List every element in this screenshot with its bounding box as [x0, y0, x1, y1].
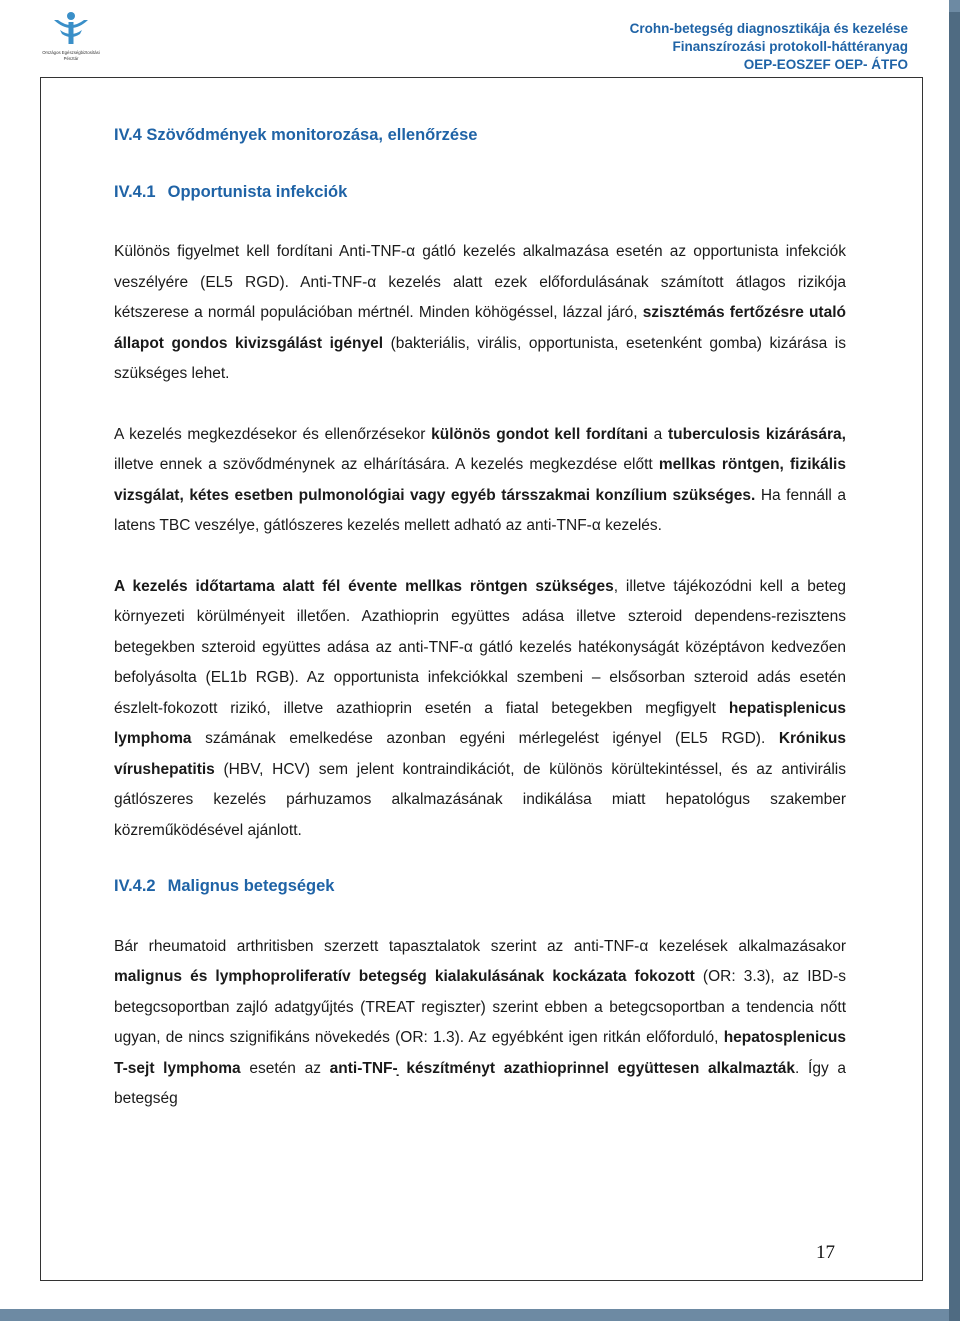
- text-run: (HBV, HCV) sem jelent kontraindikációt, de különös körültekintéssel, és az antivirális gátlószeres kezelés párhuzamos alkalmazásának indikálása miatt hepatológus szakember közreműködésével ajánlott.: [114, 760, 846, 839]
- subsection-label: Opportunista infekciók: [167, 182, 348, 201]
- text-run: (bakteriális, virális, opportunista, esetenként gomba) kizárása is szükséges lehet.: [114, 334, 846, 382]
- bold-run: különös gondot kell fordítani: [431, 425, 648, 443]
- paragraph-infection-risk: [114, 237, 846, 390]
- paragraph-tuberculosis: [114, 420, 846, 542]
- main-content: [114, 120, 846, 1145]
- text-run: esetén az: [240, 1059, 330, 1077]
- text-run: számának emelkedése azonban egyéni mérlegelést igényel (EL5 RGD).: [191, 730, 779, 747]
- text-run: a: [647, 425, 668, 443]
- section-title: IV.4 Szövődmények monitorozása, ellenőrzése: [114, 126, 478, 144]
- oep-logo: [40, 10, 102, 64]
- text-run: , illetve tájékozódni kell a beteg környezeti körülményeit illetően. Azathioprin együttes adása illetve szteroid dependens-rezisztens betegekben szteroid együttes adása az anti-TNF-α gátló kezelés hatékonyságát középtávon kedvezően befolyásolta (EL1b RGB). Az opportunista infekciókkal szembeni – elsősorban szteroid adás esetén észlelt-fokozott rizikó, illetve azathioprin esetén a fiatal betegekben megfigyelt: [114, 577, 846, 717]
- svg-text:Pénztár: Pénztár: [63, 56, 79, 61]
- text-run: A kezelés megkezdésekor és ellenőrzésekor: [114, 425, 432, 443]
- svg-text:Országos Egészségbiztosítási: Országos Egészségbiztosítási: [42, 50, 100, 55]
- bold-run: hepatosplenicus T-sejt lymphoma: [114, 1029, 846, 1077]
- text-run: Különös figyelmet kell fordítani Anti-TNF-α gátló kezelés alkalmazása esetén az opportunista infekciók veszélyére (EL5 RGD). Anti-TNF-α kezelés alatt ezek előfordulásának számított átlagos rizikója kétszerese a normál populációban mértnél. Minden köhögéssel, lázzal járó,: [114, 243, 846, 321]
- subsection-number: IV.4.1: [114, 182, 156, 201]
- bold-run: mellkas röntgen, fizikális vizsgálat, kétes esetben pulmonológiai vagy egyéb társszakmai konzílium szükséges.: [114, 456, 846, 504]
- header-title: Crohn-betegség diagnosztikája és kezelése: [629, 21, 908, 36]
- document-header: [630, 20, 908, 74]
- text-run: . Így a betegség: [114, 1059, 846, 1107]
- subsection-title-opportunista: [114, 177, 846, 208]
- bold-run: hepatisplenicus lymphoma: [114, 699, 846, 747]
- paragraph-monitoring: [114, 572, 846, 847]
- subsection-label: Malignus betegségek: [167, 877, 335, 895]
- text-run: (OR: 3.3), az IBD-s betegcsoportban zajló adatgyűjtés (TREAT regiszter) szerint ebben a betegcsoportban a tendencia nőtt ugyan, de nincs szignifikáns növekedés (OR: 1.3). Az egyébként igen ritkán előforduló,: [114, 968, 846, 1046]
- bold-run: A kezelés időtartama alatt fél évente mellkas röntgen szükséges: [114, 577, 614, 595]
- page-number: 17: [816, 1242, 835, 1263]
- bold-run: anti-TNF-̣ készítményt azathioprinnel együttesen alkalmazták: [329, 1059, 796, 1077]
- subsection-number: IV.4.2: [114, 877, 156, 895]
- text-run: Ha fennáll a latens TBC veszélye, gátlószeres kezelés mellett adható az anti-TNF-α kezelés.: [114, 486, 847, 534]
- header-code: OEP-EOSZEF OEP- ÁTFO: [743, 57, 908, 72]
- text-run: Bár rheumatoid arthritisben szerzett tapasztalatok szerint az anti-TNF-α kezelések alkalmazásakor: [114, 937, 846, 955]
- bold-run: tuberculosis kizárására,: [667, 425, 846, 443]
- text-run: illetve ennek a szövődménynek az elhárítására. A kezelés megkezdése előtt: [114, 456, 659, 473]
- bold-run: Krónikus vírushepatitis: [114, 730, 846, 778]
- bold-run: szisztémás fertőzésre utaló állapot gondos kivizsgálást igényel: [114, 304, 846, 352]
- paragraph-malignancy: [114, 932, 846, 1115]
- header-subtitle: Finanszírozási protokoll-háttéranyag: [672, 39, 908, 54]
- subsection-title-malignus: [114, 871, 846, 902]
- bold-run: malignus és lymphoproliferatív betegség kialakulásának kockázata fokozott: [114, 968, 695, 985]
